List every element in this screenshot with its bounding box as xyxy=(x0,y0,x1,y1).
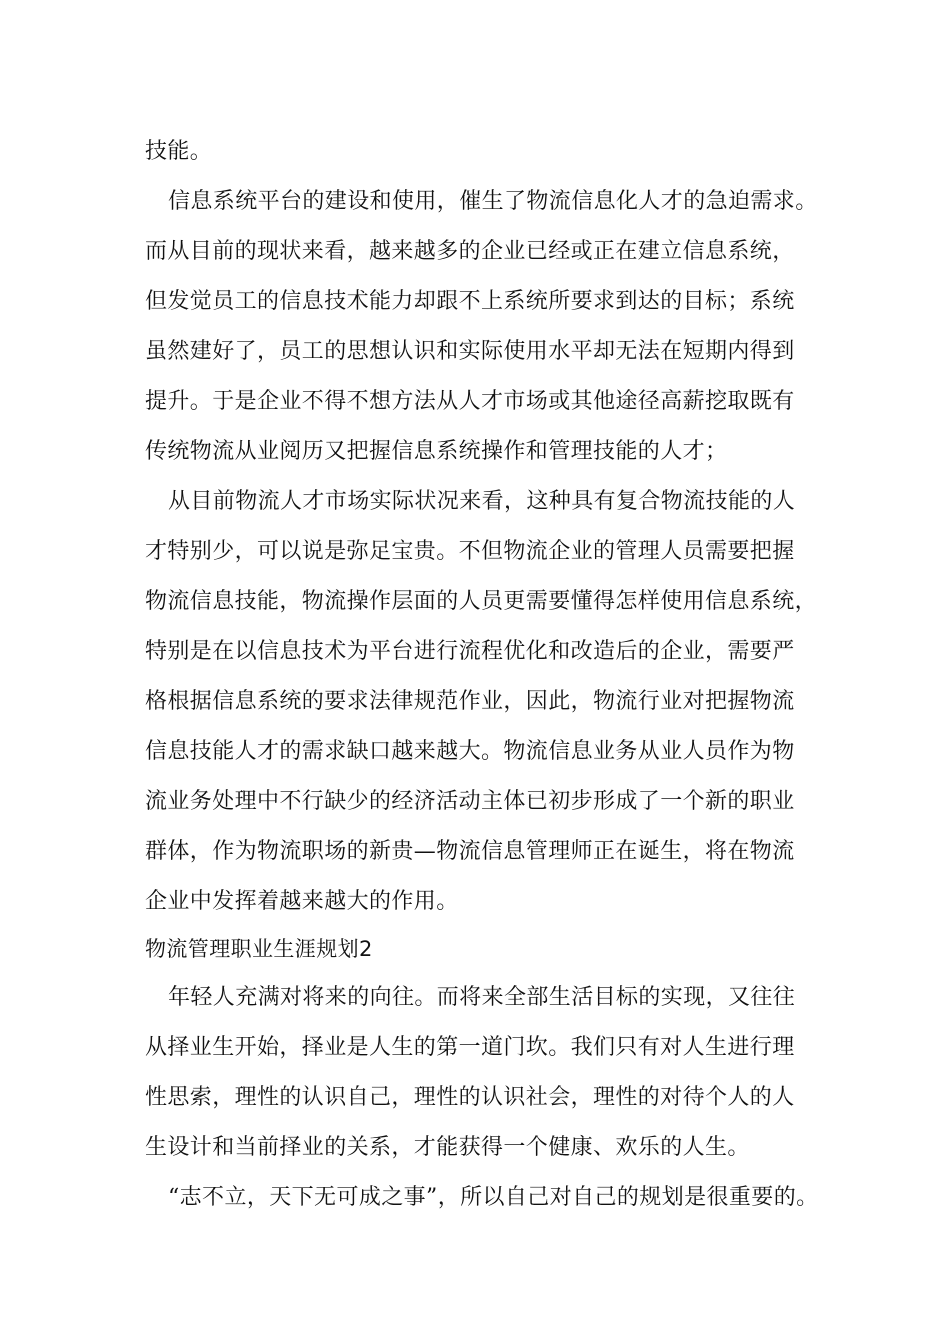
paragraph-line: 年轻人充满对将来的向往。而将来全部生活目标的实现，又往往 xyxy=(168,985,796,1010)
paragraph-line: 特别是在以信息技术为平台进行流程优化和改造后的企业，需要严 xyxy=(145,639,795,664)
paragraph-line: 但发觉员工的信息技术能力却跟不上系统所要求到达的目标；系统 xyxy=(145,289,795,314)
paragraph-line: 流业务处理中不行缺少的经济活动主体已初步形成了一个新的职业 xyxy=(145,789,795,814)
paragraph-line: 传统物流从业阅历又把握信息系统操作和管理技能的人才； xyxy=(145,439,728,464)
paragraph-line: 群体，作为物流职场的新贵—物流信息管理师正在诞生，将在物流 xyxy=(145,839,795,864)
paragraph-line: 性思索，理性的认识自己，理性的认识社会，理性的对待个人的人 xyxy=(145,1085,795,1110)
paragraph-line: 企业中发挥着越来越大的作用。 xyxy=(145,889,459,914)
paragraph-line: 技能。 xyxy=(145,139,213,164)
paragraph-line: 从择业生开始，择业是人生的第一道门坎。我们只有对人生进行理 xyxy=(145,1035,795,1060)
paragraph-line: 格根据信息系统的要求法律规范作业，因此，物流行业对把握物流 xyxy=(145,689,795,714)
paragraph-line: “志不立，天下无可成之事”，所以自己对自己的规划是很重要的。 xyxy=(168,1185,819,1210)
paragraph-line: 信息技能人才的需求缺口越来越大。物流信息业务从业人员作为物 xyxy=(145,739,795,764)
paragraph-line: 才特别少，可以说是弥足宝贵。不但物流企业的管理人员需要把握 xyxy=(145,539,795,564)
paragraph-line: 虽然建好了，员工的思想认识和实际使用水平却无法在短期内得到 xyxy=(145,339,795,364)
paragraph-line: 生设计和当前择业的关系，才能获得一个健康、欢乐的人生。 xyxy=(145,1135,750,1160)
paragraph-line: 信息系统平台的建设和使用，催生了物流信息化人才的急迫需求。 xyxy=(168,189,818,214)
paragraph-line: 而从目前的现状来看，越来越多的企业已经或正在建立信息系统， xyxy=(145,239,795,264)
section-heading: 物流管理职业生涯规划2 xyxy=(145,937,373,961)
paragraph-line: 从目前物流人才市场实际状况来看，这种具有复合物流技能的人 xyxy=(168,489,796,514)
paragraph-line: 提升。于是企业不得不想方法从人才市场或其他途径高薪挖取既有 xyxy=(145,389,795,414)
paragraph-line: 物流信息技能，物流操作层面的人员更需要懂得怎样使用信息系统， xyxy=(145,589,818,614)
